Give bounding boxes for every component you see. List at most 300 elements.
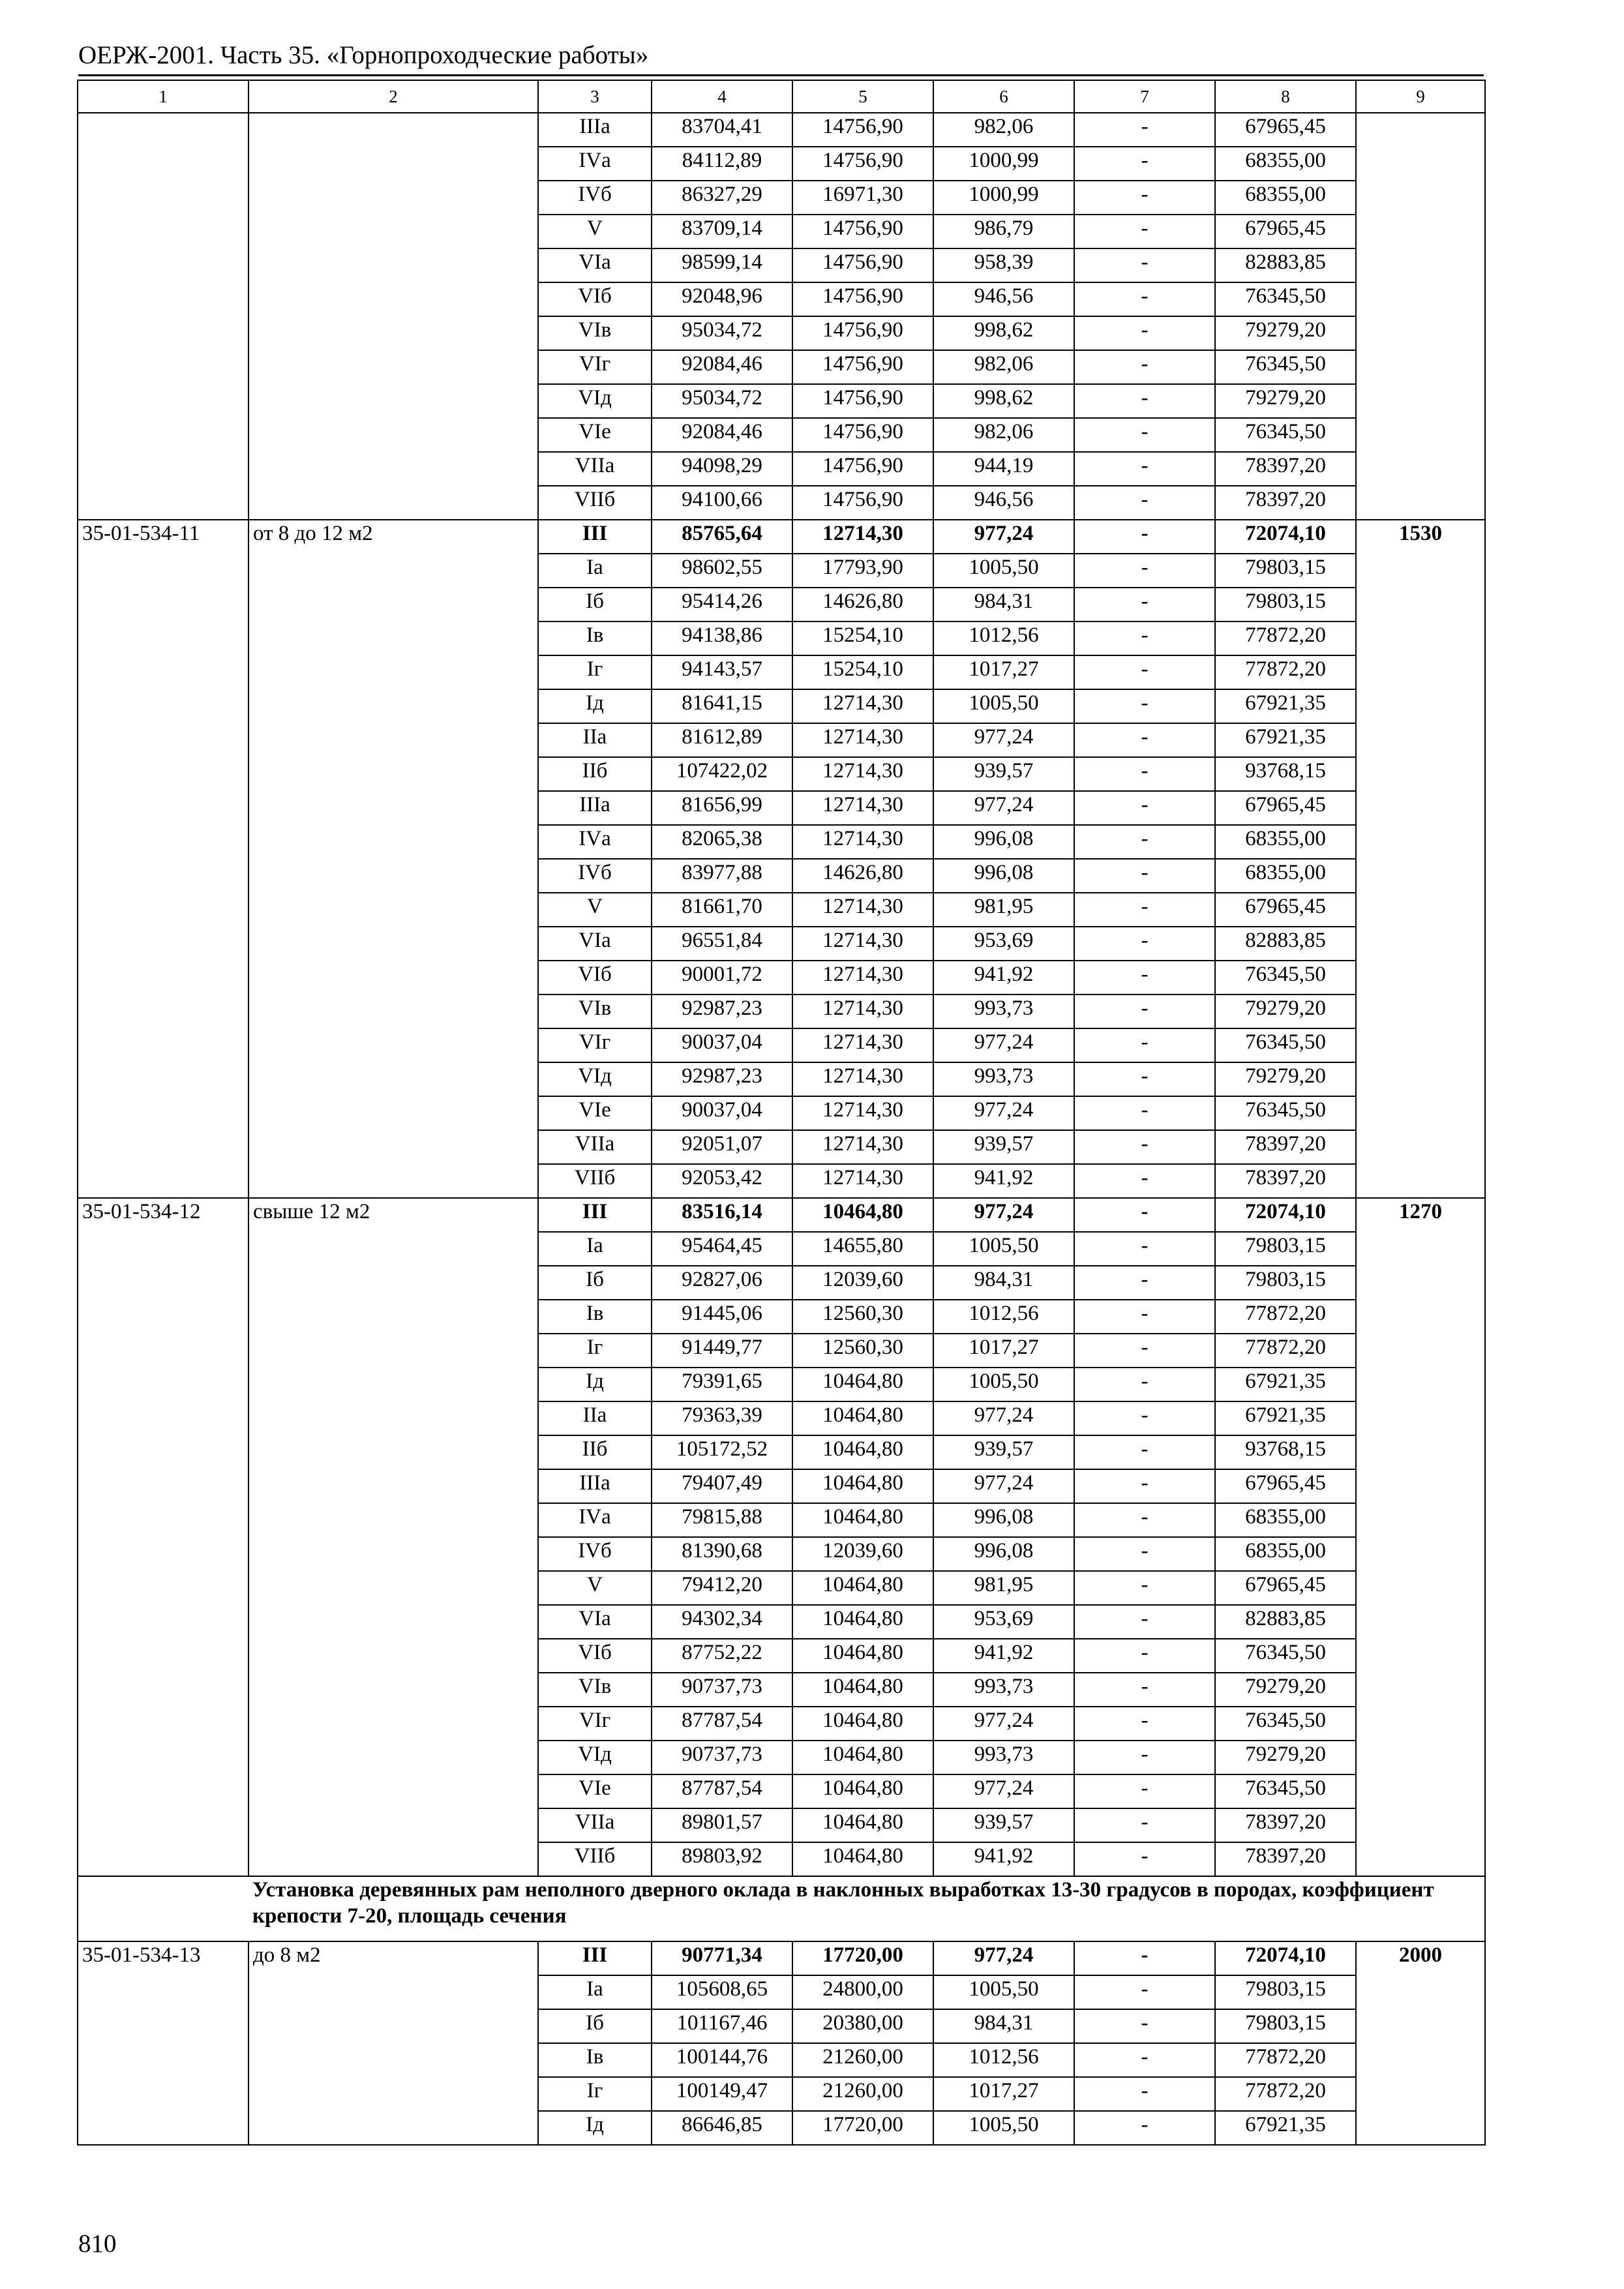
operator-wages: -	[1074, 1401, 1215, 1435]
wages: 17720,00	[792, 2111, 933, 2145]
zone-category: VIг	[538, 1028, 652, 1062]
operator-wages: -	[1074, 1469, 1215, 1503]
operator-wages: -	[1074, 1605, 1215, 1639]
total-cost: 92084,46	[652, 418, 792, 452]
operator-wages: -	[1074, 1435, 1215, 1469]
materials-cost: 68355,00	[1215, 859, 1356, 893]
zone-category: IIб	[538, 757, 652, 791]
total-cost: 84112,89	[652, 147, 792, 181]
labor-norm: 1530	[1356, 520, 1485, 1198]
wages: 12714,30	[792, 995, 933, 1028]
zone-category: IVб	[538, 859, 652, 893]
operator-wages: -	[1074, 1096, 1215, 1130]
total-cost: 94100,66	[652, 486, 792, 520]
total-cost: 81612,89	[652, 723, 792, 757]
machine-operation: 1005,50	[933, 1232, 1074, 1266]
zone-category: VIв	[538, 995, 652, 1028]
column-number: 9	[1356, 80, 1485, 113]
wages: 12560,30	[792, 1334, 933, 1368]
total-cost: 92053,42	[652, 1164, 792, 1198]
total-cost: 94302,34	[652, 1605, 792, 1639]
total-cost: 98602,55	[652, 554, 792, 588]
materials-cost: 76345,50	[1215, 1028, 1356, 1062]
operator-wages: -	[1074, 1300, 1215, 1334]
zone-category: IVб	[538, 1537, 652, 1571]
zone-category: VIб	[538, 282, 652, 316]
zone-category: Iб	[538, 1266, 652, 1300]
operator-wages: -	[1074, 1130, 1215, 1164]
total-cost: 96551,84	[652, 927, 792, 961]
materials-cost: 68355,00	[1215, 181, 1356, 215]
operator-wages: -	[1074, 825, 1215, 859]
section-heading-row	[78, 1876, 1485, 1941]
materials-cost: 78397,20	[1215, 1808, 1356, 1842]
machine-operation: 977,24	[933, 1774, 1074, 1808]
zone-category: VIIа	[538, 1130, 652, 1164]
operator-wages: -	[1074, 1741, 1215, 1774]
zone-category: VIд	[538, 384, 652, 418]
total-cost: 87787,54	[652, 1707, 792, 1741]
total-cost: 92987,23	[652, 995, 792, 1028]
materials-cost: 79803,15	[1215, 588, 1356, 621]
materials-cost: 72074,10	[1215, 1941, 1356, 1975]
zone-category: IIа	[538, 1401, 652, 1435]
wages: 14756,90	[792, 316, 933, 350]
zone-category: Iа	[538, 554, 652, 588]
materials-cost: 76345,50	[1215, 961, 1356, 995]
zone-category: IVа	[538, 1503, 652, 1537]
materials-cost: 77872,20	[1215, 1334, 1356, 1368]
zone-category: Iг	[538, 655, 652, 689]
wages: 12714,30	[792, 520, 933, 554]
wages: 14655,80	[792, 1232, 933, 1266]
rate-description: до 8 м2	[248, 1941, 538, 2145]
materials-cost: 67921,35	[1215, 1368, 1356, 1401]
wages: 15254,10	[792, 655, 933, 689]
operator-wages: -	[1074, 2111, 1215, 2145]
zone-category: IVа	[538, 147, 652, 181]
wages: 12714,30	[792, 893, 933, 927]
machine-operation: 941,92	[933, 1842, 1074, 1876]
rate-code: 35-01-534-13	[78, 1941, 248, 2145]
section-heading: Установка деревянных рам неполного дверного оклада в наклонных выработках 13-30 градусов в породах, коэффициент крепости 7-20, площадь сечения	[248, 1876, 1485, 1941]
wages: 14756,90	[792, 486, 933, 520]
price-table	[77, 80, 1486, 2146]
materials-cost: 79279,20	[1215, 316, 1356, 350]
wages: 12714,30	[792, 723, 933, 757]
materials-cost: 78397,20	[1215, 486, 1356, 520]
total-cost: 86327,29	[652, 181, 792, 215]
wages: 14756,90	[792, 350, 933, 384]
materials-cost: 67965,45	[1215, 893, 1356, 927]
zone-category: IIIа	[538, 1469, 652, 1503]
wages: 15254,10	[792, 621, 933, 655]
machine-operation: 1000,99	[933, 147, 1074, 181]
total-cost: 92048,96	[652, 282, 792, 316]
page-number: 810	[78, 2230, 117, 2258]
operator-wages: -	[1074, 520, 1215, 554]
wages: 12714,30	[792, 757, 933, 791]
materials-cost: 77872,20	[1215, 2043, 1356, 2077]
operator-wages: -	[1074, 1842, 1215, 1876]
zone-category: VIг	[538, 1707, 652, 1741]
total-cost: 81641,15	[652, 689, 792, 723]
zone-category: Iв	[538, 2043, 652, 2077]
total-cost: 92987,23	[652, 1062, 792, 1096]
operator-wages: -	[1074, 113, 1215, 147]
column-number: 6	[933, 80, 1074, 113]
zone-category: V	[538, 893, 652, 927]
wages: 10464,80	[792, 1605, 933, 1639]
machine-operation: 1005,50	[933, 689, 1074, 723]
materials-cost: 76345,50	[1215, 350, 1356, 384]
total-cost: 79407,49	[652, 1469, 792, 1503]
table-row	[78, 520, 1485, 554]
operator-wages: -	[1074, 1571, 1215, 1605]
total-cost: 95034,72	[652, 316, 792, 350]
operator-wages: -	[1074, 248, 1215, 282]
total-cost: 87787,54	[652, 1774, 792, 1808]
column-number: 5	[792, 80, 933, 113]
wages: 12714,30	[792, 1130, 933, 1164]
header-rule-thick	[78, 74, 1484, 76]
materials-cost: 82883,85	[1215, 1605, 1356, 1639]
materials-cost: 79803,15	[1215, 1232, 1356, 1266]
wages: 10464,80	[792, 1401, 933, 1435]
zone-category: VIе	[538, 1774, 652, 1808]
machine-operation: 939,57	[933, 1808, 1074, 1842]
wages: 10464,80	[792, 1741, 933, 1774]
zone-category: IVб	[538, 181, 652, 215]
materials-cost: 67965,45	[1215, 1469, 1356, 1503]
wages: 14756,90	[792, 248, 933, 282]
wages: 12714,30	[792, 1096, 933, 1130]
labor-norm: 1270	[1356, 1198, 1485, 1876]
materials-cost: 76345,50	[1215, 282, 1356, 316]
total-cost: 94138,86	[652, 621, 792, 655]
total-cost: 90737,73	[652, 1673, 792, 1707]
operator-wages: -	[1074, 893, 1215, 927]
wages: 10464,80	[792, 1842, 933, 1876]
operator-wages: -	[1074, 1808, 1215, 1842]
total-cost: 100144,76	[652, 2043, 792, 2077]
operator-wages: -	[1074, 1774, 1215, 1808]
total-cost: 83516,14	[652, 1198, 792, 1232]
column-number: 3	[538, 80, 652, 113]
machine-operation: 958,39	[933, 248, 1074, 282]
total-cost: 98599,14	[652, 248, 792, 282]
machine-operation: 993,73	[933, 1673, 1074, 1707]
total-cost: 101167,46	[652, 2009, 792, 2043]
page-title: ОЕРЖ-2001. Часть 35. «Горнопроходческие работы»	[78, 41, 649, 69]
machine-operation: 1005,50	[933, 554, 1074, 588]
operator-wages: -	[1074, 1368, 1215, 1401]
wages: 12714,30	[792, 1028, 933, 1062]
total-cost: 107422,02	[652, 757, 792, 791]
total-cost: 95464,45	[652, 1232, 792, 1266]
machine-operation: 946,56	[933, 282, 1074, 316]
zone-category: Iд	[538, 2111, 652, 2145]
materials-cost: 78397,20	[1215, 452, 1356, 486]
total-cost: 86646,85	[652, 2111, 792, 2145]
materials-cost: 67965,45	[1215, 1571, 1356, 1605]
column-number: 2	[248, 80, 538, 113]
zone-category: VIе	[538, 418, 652, 452]
materials-cost: 78397,20	[1215, 1164, 1356, 1198]
rate-code: 35-01-534-11	[78, 520, 248, 1198]
machine-operation: 1005,50	[933, 1975, 1074, 2009]
table-row	[78, 1198, 1485, 1232]
page-header	[78, 39, 1484, 72]
materials-cost: 79279,20	[1215, 384, 1356, 418]
total-cost: 92051,07	[652, 1130, 792, 1164]
operator-wages: -	[1074, 486, 1215, 520]
rate-description	[248, 113, 538, 520]
zone-category: V	[538, 1571, 652, 1605]
materials-cost: 76345,50	[1215, 1639, 1356, 1673]
operator-wages: -	[1074, 655, 1215, 689]
wages: 12039,60	[792, 1537, 933, 1571]
operator-wages: -	[1074, 384, 1215, 418]
machine-operation: 1000,99	[933, 181, 1074, 215]
materials-cost: 76345,50	[1215, 1096, 1356, 1130]
zone-category: VIа	[538, 248, 652, 282]
zone-category: VIб	[538, 1639, 652, 1673]
wages: 14756,90	[792, 418, 933, 452]
machine-operation: 953,69	[933, 927, 1074, 961]
operator-wages: -	[1074, 1164, 1215, 1198]
total-cost: 91445,06	[652, 1300, 792, 1334]
zone-category: IIIа	[538, 791, 652, 825]
wages: 14756,90	[792, 384, 933, 418]
operator-wages: -	[1074, 1232, 1215, 1266]
total-cost: 95034,72	[652, 384, 792, 418]
zone-category: VIа	[538, 927, 652, 961]
machine-operation: 984,31	[933, 2009, 1074, 2043]
wages: 10464,80	[792, 1198, 933, 1232]
operator-wages: -	[1074, 452, 1215, 486]
operator-wages: -	[1074, 1062, 1215, 1096]
zone-category: III	[538, 520, 652, 554]
zone-category: Iд	[538, 1368, 652, 1401]
zone-category: VIе	[538, 1096, 652, 1130]
total-cost: 105608,65	[652, 1975, 792, 2009]
machine-operation: 996,08	[933, 825, 1074, 859]
operator-wages: -	[1074, 181, 1215, 215]
zone-category: Iа	[538, 1975, 652, 2009]
operator-wages: -	[1074, 1941, 1215, 1975]
section-code-cell	[78, 1876, 248, 1941]
total-cost: 89803,92	[652, 1842, 792, 1876]
materials-cost: 76345,50	[1215, 1707, 1356, 1741]
total-cost: 91449,77	[652, 1334, 792, 1368]
materials-cost: 68355,00	[1215, 147, 1356, 181]
operator-wages: -	[1074, 1198, 1215, 1232]
machine-operation: 977,24	[933, 1401, 1074, 1435]
total-cost: 94143,57	[652, 655, 792, 689]
machine-operation: 984,31	[933, 1266, 1074, 1300]
wages: 14626,80	[792, 588, 933, 621]
total-cost: 90737,73	[652, 1741, 792, 1774]
rate-code	[78, 113, 248, 520]
materials-cost: 76345,50	[1215, 418, 1356, 452]
column-number: 7	[1074, 80, 1215, 113]
operator-wages: -	[1074, 2077, 1215, 2111]
machine-operation: 977,24	[933, 1941, 1074, 1975]
wages: 14756,90	[792, 147, 933, 181]
machine-operation: 944,19	[933, 452, 1074, 486]
rate-code: 35-01-534-12	[78, 1198, 248, 1876]
machine-operation: 941,92	[933, 961, 1074, 995]
materials-cost: 79279,20	[1215, 1673, 1356, 1707]
operator-wages: -	[1074, 1639, 1215, 1673]
operator-wages: -	[1074, 1266, 1215, 1300]
materials-cost: 72074,10	[1215, 1198, 1356, 1232]
wages: 12560,30	[792, 1300, 933, 1334]
machine-operation: 977,24	[933, 791, 1074, 825]
wages: 10464,80	[792, 1469, 933, 1503]
wages: 24800,00	[792, 1975, 933, 2009]
operator-wages: -	[1074, 927, 1215, 961]
table-row	[78, 1941, 1485, 1975]
zone-category: VIIб	[538, 1842, 652, 1876]
total-cost: 79815,88	[652, 1503, 792, 1537]
wages: 10464,80	[792, 1639, 933, 1673]
rate-description: от 8 до 12 м2	[248, 520, 538, 1198]
wages: 10464,80	[792, 1707, 933, 1741]
wages: 12039,60	[792, 1266, 933, 1300]
zone-category: Iг	[538, 2077, 652, 2111]
machine-operation: 946,56	[933, 486, 1074, 520]
total-cost: 90001,72	[652, 961, 792, 995]
total-cost: 81661,70	[652, 893, 792, 927]
machine-operation: 996,08	[933, 1503, 1074, 1537]
materials-cost: 93768,15	[1215, 1435, 1356, 1469]
operator-wages: -	[1074, 1537, 1215, 1571]
wages: 14756,90	[792, 282, 933, 316]
labor-norm	[1356, 113, 1485, 520]
materials-cost: 67921,35	[1215, 723, 1356, 757]
wages: 10464,80	[792, 1368, 933, 1401]
materials-cost: 78397,20	[1215, 1842, 1356, 1876]
wages: 12714,30	[792, 791, 933, 825]
column-number: 8	[1215, 80, 1356, 113]
materials-cost: 93768,15	[1215, 757, 1356, 791]
zone-category: VIд	[538, 1062, 652, 1096]
wages: 14756,90	[792, 113, 933, 147]
wages: 10464,80	[792, 1503, 933, 1537]
materials-cost: 82883,85	[1215, 248, 1356, 282]
zone-category: Iд	[538, 689, 652, 723]
operator-wages: -	[1074, 689, 1215, 723]
zone-category: V	[538, 215, 652, 248]
total-cost: 90037,04	[652, 1028, 792, 1062]
machine-operation: 939,57	[933, 757, 1074, 791]
machine-operation: 996,08	[933, 859, 1074, 893]
wages: 14626,80	[792, 859, 933, 893]
materials-cost: 79803,15	[1215, 1975, 1356, 2009]
machine-operation: 1012,56	[933, 1300, 1074, 1334]
wages: 12714,30	[792, 927, 933, 961]
materials-cost: 72074,10	[1215, 520, 1356, 554]
machine-operation: 941,92	[933, 1164, 1074, 1198]
machine-operation: 1005,50	[933, 2111, 1074, 2145]
zone-category: IIб	[538, 1435, 652, 1469]
materials-cost: 68355,00	[1215, 1503, 1356, 1537]
zone-category: Iв	[538, 1300, 652, 1334]
machine-operation: 941,92	[933, 1639, 1074, 1673]
zone-category: IIIа	[538, 113, 652, 147]
total-cost: 79391,65	[652, 1368, 792, 1401]
machine-operation: 982,06	[933, 350, 1074, 384]
wages: 16971,30	[792, 181, 933, 215]
table-body	[78, 80, 1485, 2145]
total-cost: 92827,06	[652, 1266, 792, 1300]
zone-category: VIIб	[538, 1164, 652, 1198]
operator-wages: -	[1074, 791, 1215, 825]
operator-wages: -	[1074, 215, 1215, 248]
column-number: 1	[78, 80, 248, 113]
total-cost: 95414,26	[652, 588, 792, 621]
operator-wages: -	[1074, 621, 1215, 655]
wages: 14756,90	[792, 215, 933, 248]
operator-wages: -	[1074, 859, 1215, 893]
materials-cost: 67921,35	[1215, 689, 1356, 723]
wages: 12714,30	[792, 1062, 933, 1096]
total-cost: 90037,04	[652, 1096, 792, 1130]
machine-operation: 993,73	[933, 995, 1074, 1028]
wages: 20380,00	[792, 2009, 933, 2043]
materials-cost: 68355,00	[1215, 825, 1356, 859]
total-cost: 89801,57	[652, 1808, 792, 1842]
zone-category: Iб	[538, 2009, 652, 2043]
wages: 10464,80	[792, 1774, 933, 1808]
wages: 21260,00	[792, 2077, 933, 2111]
wages: 10464,80	[792, 1808, 933, 1842]
total-cost: 90771,34	[652, 1941, 792, 1975]
materials-cost: 77872,20	[1215, 655, 1356, 689]
operator-wages: -	[1074, 995, 1215, 1028]
wages: 14756,90	[792, 452, 933, 486]
zone-category: III	[538, 1941, 652, 1975]
zone-category: Iа	[538, 1232, 652, 1266]
machine-operation: 939,57	[933, 1435, 1074, 1469]
zone-category: Iг	[538, 1334, 652, 1368]
machine-operation: 977,24	[933, 1198, 1074, 1232]
machine-operation: 982,06	[933, 418, 1074, 452]
operator-wages: -	[1074, 418, 1215, 452]
machine-operation: 939,57	[933, 1130, 1074, 1164]
machine-operation: 998,62	[933, 316, 1074, 350]
materials-cost: 79279,20	[1215, 1741, 1356, 1774]
machine-operation: 998,62	[933, 384, 1074, 418]
machine-operation: 953,69	[933, 1605, 1074, 1639]
total-cost: 81656,99	[652, 791, 792, 825]
total-cost: 81390,68	[652, 1537, 792, 1571]
materials-cost: 78397,20	[1215, 1130, 1356, 1164]
total-cost: 79412,20	[652, 1571, 792, 1605]
total-cost: 94098,29	[652, 452, 792, 486]
materials-cost: 76345,50	[1215, 1774, 1356, 1808]
total-cost: 83704,41	[652, 113, 792, 147]
total-cost: 87752,22	[652, 1639, 792, 1673]
total-cost: 100149,47	[652, 2077, 792, 2111]
wages: 10464,80	[792, 1571, 933, 1605]
machine-operation: 977,24	[933, 723, 1074, 757]
machine-operation: 1012,56	[933, 2043, 1074, 2077]
zone-category: III	[538, 1198, 652, 1232]
operator-wages: -	[1074, 757, 1215, 791]
